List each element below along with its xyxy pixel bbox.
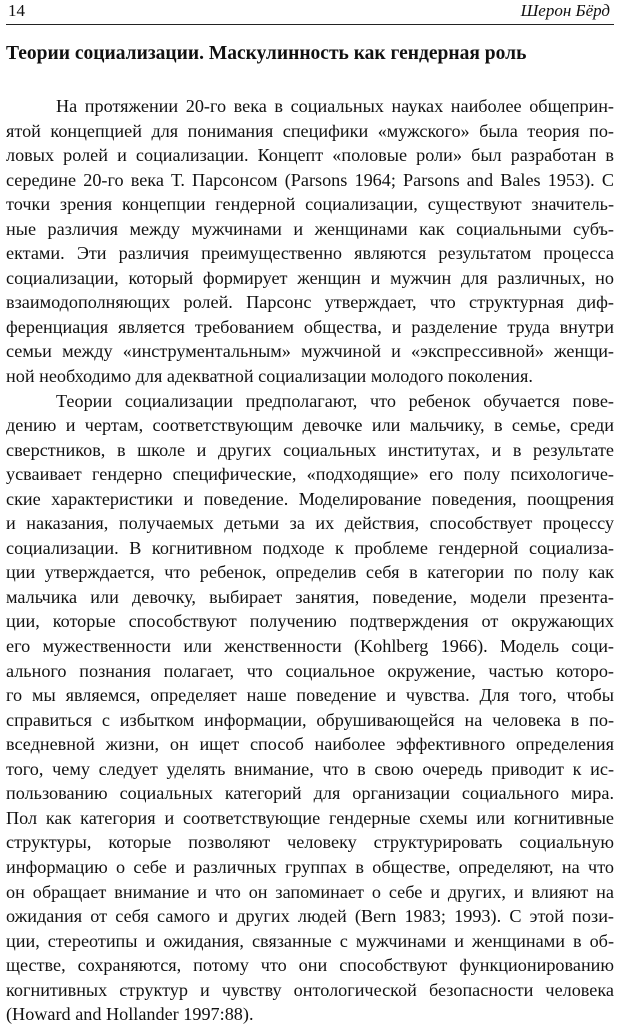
text-line: и наказания, получаемых детьми за их действия, способствует процессу — [6, 513, 614, 534]
text-line: ловых ролей и социализации. Концепт «половые роли» был разработан в — [6, 145, 614, 166]
text-line: его мужественности или женственности (Kohlberg 1966). Модель соци- — [6, 636, 614, 657]
text-line: взаимодополняющих ролей. Парсонс утверждает, что структурная диф- — [6, 292, 614, 313]
text-line: структуры, которые позволяют человеку структурировать социальную — [6, 832, 614, 853]
text-line: ожидания от себя самого и других людей (Bern 1983; 1993). С этой пози- — [6, 906, 614, 927]
text-line: информацию о себе и различных группах в обществе, определяют, на что — [6, 856, 614, 877]
text-line: ществе, сохраняются, потому что они способствуют функционированию — [6, 955, 614, 976]
text-line: вседневной жизни, он ищет способ наиболее эффективного определения — [6, 734, 614, 755]
text-line: На протяжении 20-го века в социальных науках наиболее общеприн- — [56, 96, 614, 116]
text-line: ференциация является требованием общества, и разделение труда внутри — [6, 316, 614, 337]
page-number: 14 — [8, 1, 25, 20]
text-line: ции, которые способствуют получению подтверждения от окружающих — [6, 611, 614, 632]
text-line: Пол как категория и соответствующие гендерные схемы или когнитивные — [6, 807, 614, 828]
running-header — [6, 0, 614, 25]
text-line: ные различия между мужчинами и женщинами как социальными субъ- — [6, 218, 614, 239]
paragraph — [6, 389, 614, 1027]
text-line: того, чему следует уделять внимание, что в свою очередь приводит к ис- — [6, 758, 614, 779]
paragraph — [6, 94, 614, 389]
text-line: (Howard and Hollander 1997:88). — [6, 1004, 254, 1025]
text-line: ские характеристики и поведение. Моделирование поведения, поощрения — [6, 488, 614, 509]
text-line: ального познания полагает, что социальное окружение, частью которо- — [6, 660, 614, 681]
text-line: дению и чертам, соответствующим девочке или мальчику, в семье, среди — [6, 415, 614, 436]
text-line: мальчика или девочку, выбирает занятия, поведение, модели презента- — [6, 586, 614, 607]
text-line: Теории социализации предполагают, что ребенок обучается пове- — [56, 390, 614, 411]
section-heading: Теории социализации. Маскулинность как гендерная роль — [6, 43, 527, 64]
text-line: усваивает гендерно специфические, «подходящие» его полу психологиче- — [6, 464, 614, 485]
text-line: ции, стереотипы и ожидания, связанные с мужчинами и женщинами в об- — [6, 930, 614, 951]
text-line: ектами. Эти различия преимущественно являются результатом процесса — [6, 243, 614, 264]
text-line: справиться с избытком информации, обрушивающейся на человека в по- — [6, 709, 614, 730]
text-line: точки зрения концепции гендерной социализации, существуют значитель- — [6, 194, 614, 215]
text-line: сверстников, в школе и других социальных институтах, и в результате — [6, 439, 614, 460]
text-line: социализации, который формирует женщин и мужчин для различных, но — [6, 267, 614, 288]
text-line: пользованию социальных категорий для организации социального мира. — [6, 783, 614, 804]
text-line: когнитивных структур и чувству онтологической безопасности человека — [6, 979, 614, 1000]
text-line: социализации. В когнитивном подходе к проблеме гендерной социализа- — [6, 537, 614, 558]
running-title-author: Шерон Бёрд — [520, 1, 610, 20]
text-line: ции утверждается, что ребенок, определив себя в категории по полу как — [6, 562, 614, 583]
text-line: го мы являемся, определяет наше поведение и чувства. Для того, чтобы — [6, 685, 614, 706]
text-line: он обращает внимание и что он запоминает о себе и других, и влияют на — [6, 881, 614, 902]
text-line: семьи между «инструментальным» мужчиной и «экспрессивной» женщи- — [6, 341, 614, 362]
text-line: ной необходимо для адекватной социализации молодого поколения. — [6, 366, 533, 387]
text-line: середине 20-го века Т. Парсонсом (Parsons 1964; Parsons and Bales 1953). С — [6, 169, 614, 190]
text-line: ятой концепцией для понимания специфики «мужского» была теория по- — [6, 120, 614, 141]
body-text — [6, 94, 614, 1027]
